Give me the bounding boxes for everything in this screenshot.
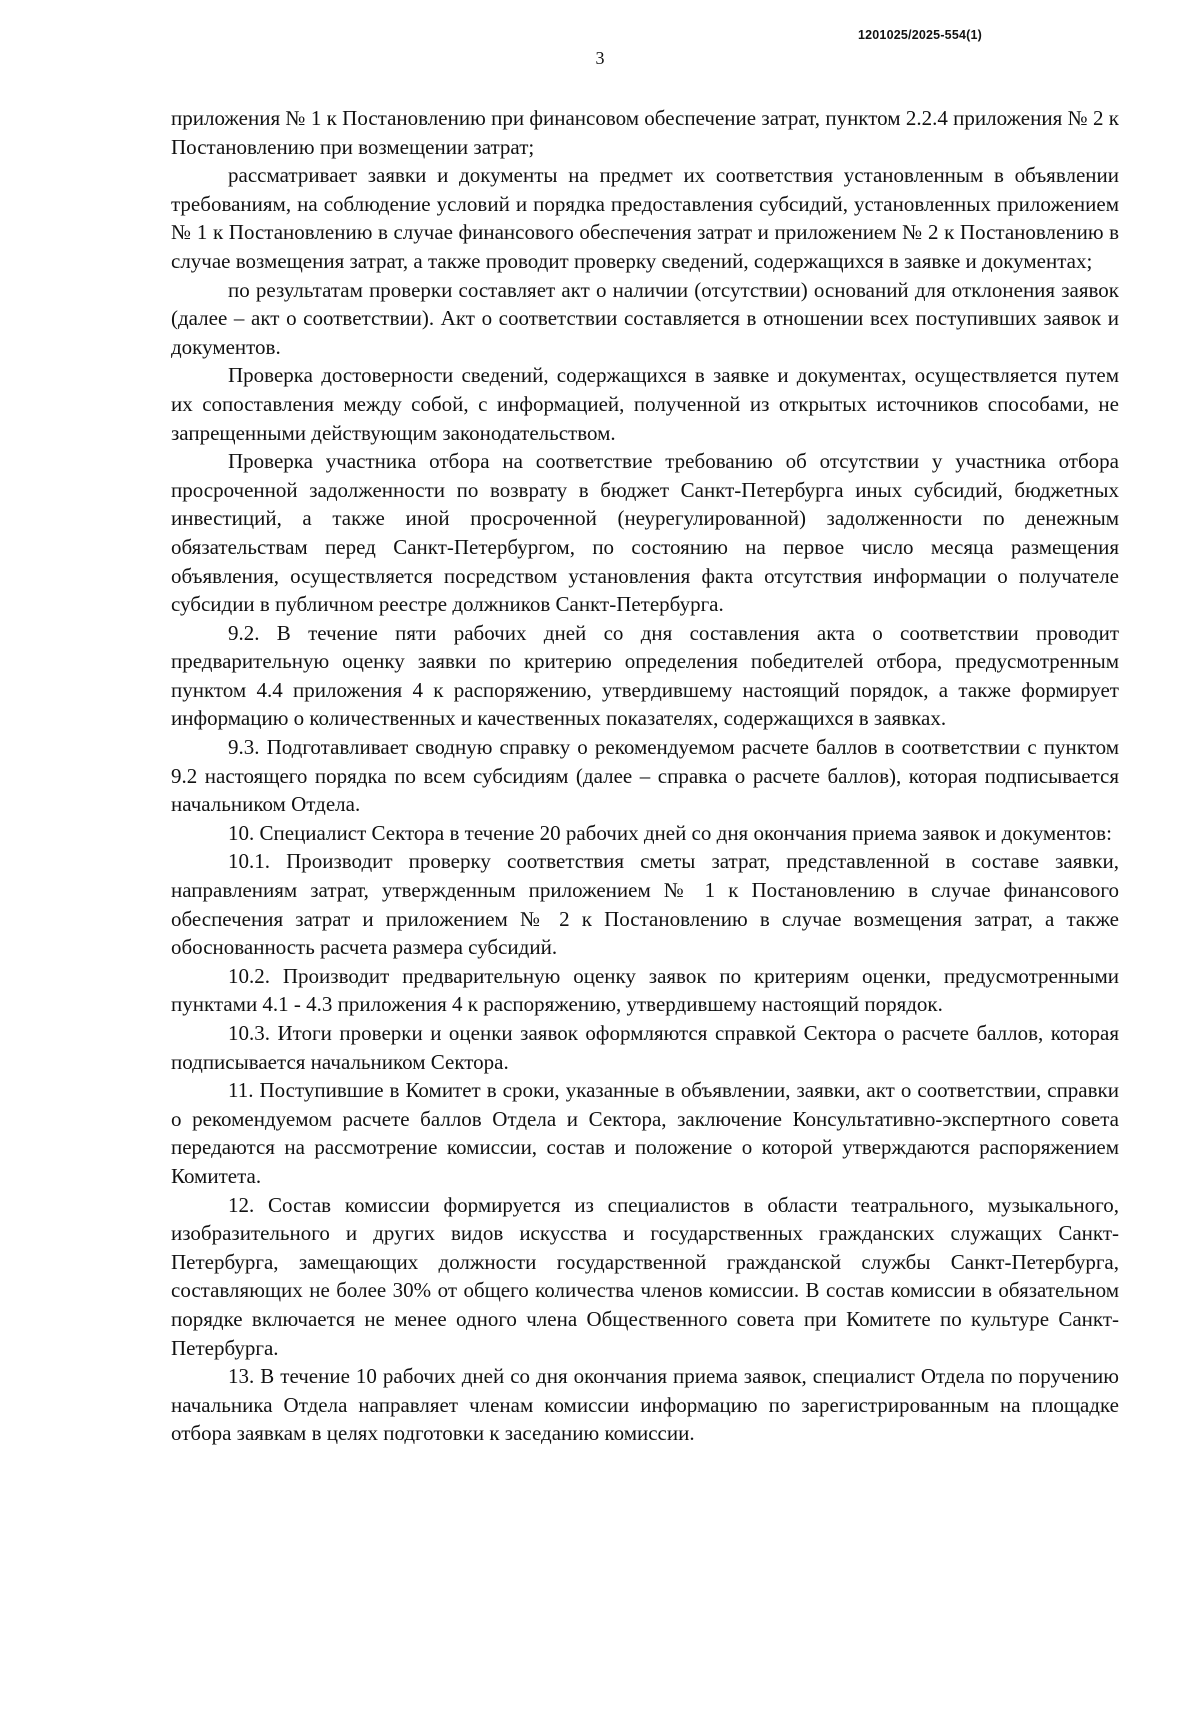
paragraph-11: 11. Поступившие в Комитет в сроки, указанные в объявлении, заявки, акт о соответствии, справки о рекомендуемом расчете баллов Отдела и Сектора, заключение Консультативно-экспертного совета передаются на рассмотрение комиссии, состав и положение о которой утверждаются распоряжением Комитета.: [171, 1078, 1119, 1188]
document-number: 1201025/2025-554(1): [857, 28, 983, 42]
paragraph-reliability-check: Проверка достоверности сведений, содержащихся в заявке и документах, осуществляется путем их сопоставления между собой, с информацией, полученной из открытых источников способами, не запрещенными действующим законодательством.: [171, 363, 1119, 445]
paragraph-compliance-act: по результатам проверки составляет акт о наличии (отсутствии) оснований для отклонения заявок (далее – акт о соответствии). Акт о соответствии составляется в отношении всех поступивших заявок и документов.: [171, 277, 1119, 359]
paragraph-12: 12. Состав комиссии формируется из специалистов в области театрального, музыкального, изобразительного и других видов искусства и государственных гражданских служащих Санкт-Петербурга, замещающих должности государственной гражданской службы Санкт-Петербурга, составляющих не более 30% от общего количества членов комиссии. В состав комиссии в обязательном порядке включается не менее одного члена Общественного совета при Комитете по культуре Санкт-Петербурга.: [171, 1192, 1119, 1360]
paragraph-10: 10. Специалист Сектора в течение 20 рабочих дней со дня окончания приема заявок и документов:: [228, 820, 1112, 845]
document-body: [171, 104, 1119, 1448]
paragraph-10-1: 10.1. Производит проверку соответствия сметы затрат, представленной в составе заявки, направлениям затрат, утвержденным приложением № 1 к Постановлению в случае финансового обеспечения затрат и приложением № 2 к Постановлению в случае возмещения затрат, а также обоснованность расчета размера субсидий.: [171, 849, 1119, 960]
paragraph-10-3: 10.3. Итоги проверки и оценки заявок оформляются справкой Сектора о расчете баллов, которая подписывается начальником Сектора.: [171, 1021, 1119, 1074]
page-number: 3: [595, 48, 605, 68]
paragraph-10-2: 10.2. Производит предварительную оценку заявок по критериям оценки, предусмотренными пунктами 4.1 - 4.3 приложения 4 к распоряжению, утвердившему настоящий порядок.: [171, 963, 1119, 1017]
paragraph-9-2: 9.2. В течение пяти рабочих дней со дня составления акта о соответствии проводит предварительную оценку заявки по критерию определения победителей отбора, предусмотренным пунктом 4.4 приложения 4 к распоряжению, утвердившему настоящий порядок, а также формирует информацию о количественных и качественных показателях, содержащихся в заявках.: [171, 620, 1119, 731]
paragraph-9-3: 9.3. Подготавливает сводную справку о рекомендуемом расчете баллов в соответствии с пунктом 9.2 настоящего порядка по всем субсидиям (далее – справка о расчете баллов), которая подписывается начальником Отдела.: [171, 735, 1119, 817]
paragraph-continuation: приложения № 1 к Постановлению при финансовом обеспечение затрат, пунктом 2.2.4 приложения № 2 к Постановлению при возмещении затрат;: [171, 106, 1119, 159]
paragraph-review-applications: рассматривает заявки и документы на предмет их соответствия установленным в объявлении требованиям, на соблюдение условий и порядка предоставления субсидий, установленных приложением № 1 к Постановлению в случае финансового обеспечения затрат и приложением № 2 к Постановлению в случае возмещения затрат, а также проводит проверку сведений, содержащихся в заявке и документах;: [171, 163, 1119, 273]
paragraph-debt-check: Проверка участника отбора на соответствие требованию об отсутствии у участника отбора просроченной задолженности по возврату в бюджет Санкт-Петербурга иных субсидий, бюджетных инвестиций, а также иной просроченной (неурегулированной) задолженности по денежным обязательствам перед Санкт-Петербургом, по состоянию на первое число месяца размещения объявления, осуществляется посредством установления факта отсутствия информации о получателе субсидии в публичном реестре должников Санкт-Петербурга.: [171, 449, 1119, 617]
paragraph-13: 13. В течение 10 рабочих дней со дня окончания приема заявок, специалист Отдела по поручению начальника Отдела направляет членам комиссии информацию по зарегистрированным на площадке отбора заявкам в целях подготовки к заседанию комиссии.: [171, 1364, 1119, 1446]
